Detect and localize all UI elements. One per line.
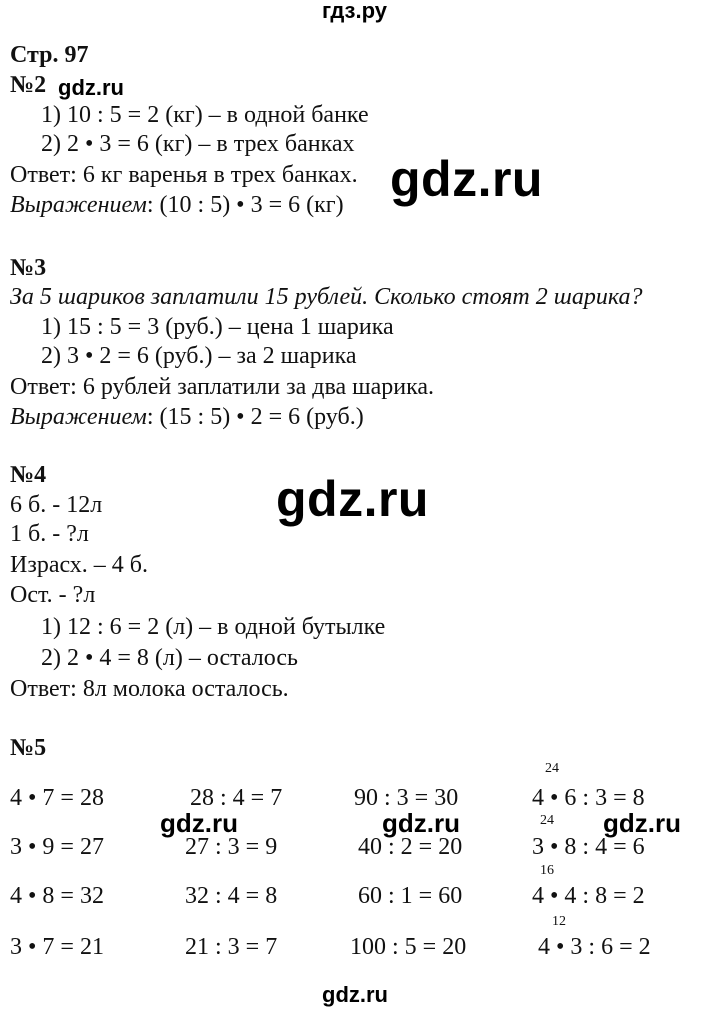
task3-condition: За 5 шариков заплатили 15 рублей. Сколько стоят 2 шарика?	[10, 284, 643, 310]
task3-answer: Ответ: 6 рублей заплатили за два шарика.	[10, 374, 435, 400]
task4-line: 1) 12 : 6 = 2 (л) – в одной бутылке	[41, 614, 386, 640]
watermark-large: gdz.ru	[276, 471, 429, 527]
footer-watermark: gdz.ru	[322, 982, 388, 1007]
task2-expression	[10, 190, 344, 220]
task2-answer: Ответ: 6 кг варенья в трех банках.	[10, 162, 358, 188]
task4-condition: Израсх. – 4 б.	[10, 552, 149, 578]
task5-equation: 27 : 3 = 9	[185, 834, 278, 860]
task5-equation: 4 • 4 : 8 = 2	[532, 883, 645, 909]
expression-label: Выражением	[10, 192, 147, 218]
task5-equation: 4 • 7 = 28	[10, 785, 104, 811]
watermark-small: gdz.ru	[603, 808, 681, 838]
task5-number: №5	[10, 735, 47, 761]
task3-number: №3	[10, 255, 47, 281]
task5-equation: 3 • 7 = 21	[10, 934, 104, 960]
task4-number: №4	[10, 462, 47, 488]
site-header: гдз.ру	[322, 0, 387, 23]
watermark-small: gdz.ru	[160, 808, 238, 838]
task5-equation: 4 • 3 : 6 = 2	[538, 934, 651, 960]
page-title: Стр. 97	[10, 42, 89, 68]
task5-equation: 60 : 1 = 60	[358, 883, 463, 909]
task5-equation: 4 • 8 = 32	[10, 883, 104, 909]
task5-equation: 90 : 3 = 30	[354, 785, 459, 811]
task5-equation: 40 : 2 = 20	[358, 834, 463, 860]
task5-equation: 3 • 9 = 27	[10, 834, 104, 860]
expression-value: : (10 : 5) • 3 = 6 (кг)	[146, 192, 344, 218]
task5-equation: 28 : 4 = 7	[190, 785, 283, 811]
task3-line: 1) 15 : 5 = 3 (руб.) – цена 1 шарика	[41, 314, 394, 340]
task4-condition: 6 б. - 12л	[10, 492, 103, 518]
task3-line: 2) 3 • 2 = 6 (руб.) – за 2 шарика	[41, 343, 357, 369]
watermark-inline: gdz.ru	[58, 75, 124, 100]
task5-note: 24	[545, 761, 559, 776]
task5-equation: 3 • 8 : 4 = 6	[532, 834, 645, 860]
task4-answer: Ответ: 8л молока осталось.	[10, 676, 289, 702]
task5-equation: 21 : 3 = 7	[185, 934, 278, 960]
task5-equation: 32 : 4 = 8	[185, 883, 278, 909]
task2-line: 2) 2 • 3 = 6 (кг) – в трех банках	[41, 131, 355, 157]
task4-condition: Ост. - ?л	[10, 582, 96, 608]
task4-line: 2) 2 • 4 = 8 (л) – осталось	[41, 645, 298, 671]
task2-line: 1) 10 : 5 = 2 (кг) – в одной банке	[41, 102, 369, 128]
task2-number: №2	[10, 72, 47, 98]
watermark-large: gdz.ru	[390, 151, 543, 207]
task5-note: 16	[540, 863, 554, 878]
task3-expression	[10, 402, 364, 432]
expression-value: : (15 : 5) • 2 = 6 (руб.)	[146, 404, 364, 430]
task4-condition: 1 б. - ?л	[10, 521, 89, 547]
watermark-small: gdz.ru	[382, 808, 460, 838]
task5-note: 12	[552, 914, 566, 929]
task5-equation: 4 • 6 : 3 = 8	[532, 785, 645, 811]
task5-equation: 100 : 5 = 20	[350, 934, 467, 960]
expression-label: Выражением	[10, 404, 147, 430]
task5-note: 24	[540, 813, 554, 828]
